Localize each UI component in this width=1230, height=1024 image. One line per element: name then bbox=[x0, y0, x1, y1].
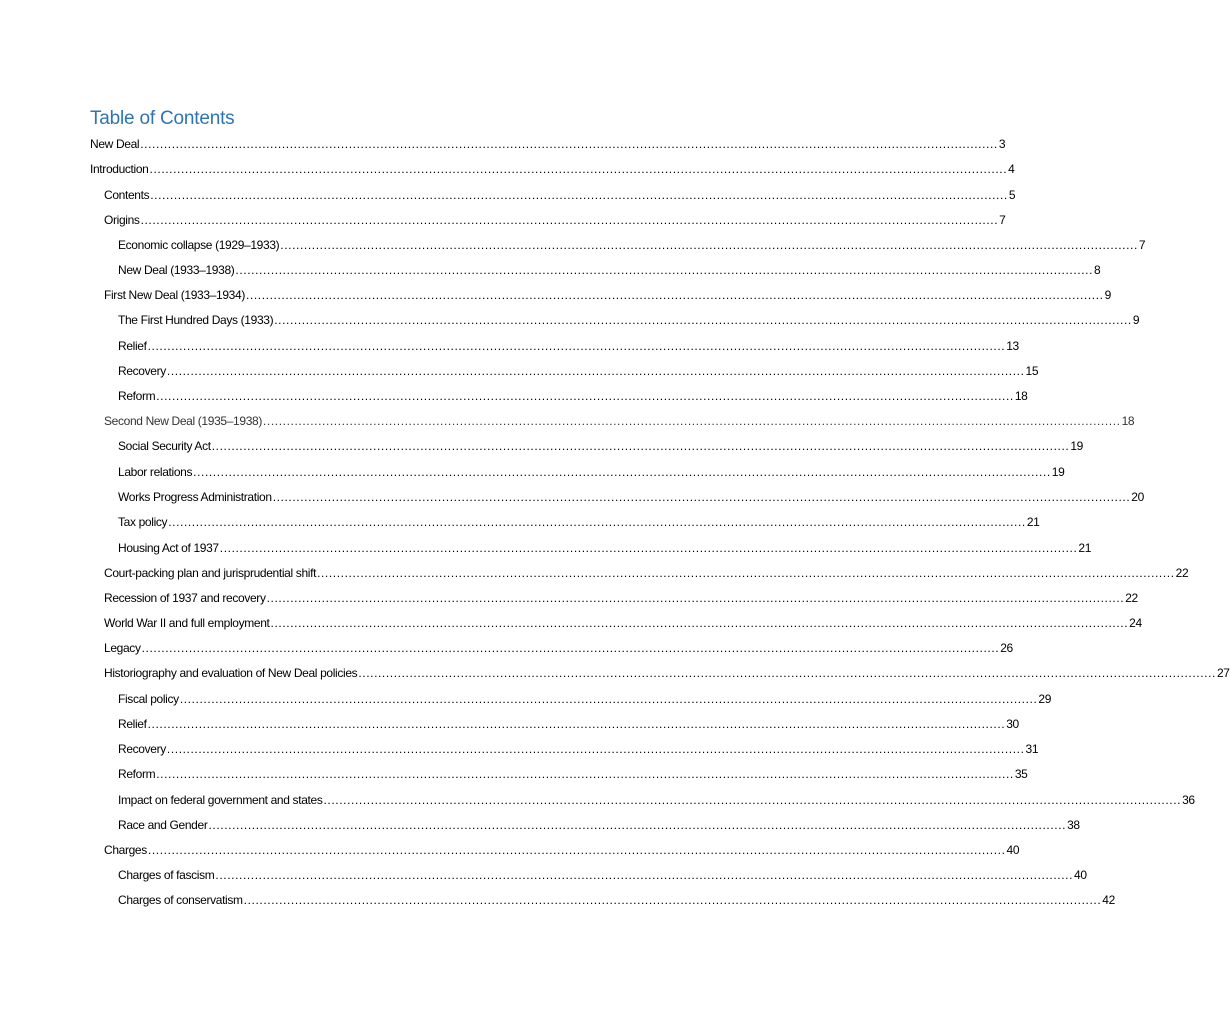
toc-page-number: 22 bbox=[1175, 566, 1189, 580]
toc-entry-label: Historiography and evaluation of New Deal policies bbox=[104, 666, 358, 680]
toc-entry-relief-2[interactable] bbox=[118, 715, 1019, 733]
toc-page-number: 7 bbox=[1138, 238, 1146, 252]
toc-entry-charges-of-fascism[interactable] bbox=[118, 866, 1087, 884]
toc-page-number: 20 bbox=[1131, 490, 1144, 504]
toc-dot-leader: .......................................................................................................................................................................................................................... bbox=[150, 188, 1008, 202]
toc-dot-leader: .......................................................................................................................................................................................................................... bbox=[141, 641, 1000, 655]
toc-entry-impact-federal-government[interactable] bbox=[118, 791, 1195, 809]
toc-entry-label: Relief bbox=[118, 339, 147, 353]
toc-dot-leader: .......................................................................................................................................................................................................................... bbox=[168, 515, 1026, 529]
toc-entry-recovery-2[interactable] bbox=[118, 740, 1039, 758]
toc-entry-label: Labor relations bbox=[118, 465, 193, 479]
toc-entry-reform-2[interactable] bbox=[118, 765, 1028, 783]
toc-entry-label: Housing Act of 1937 bbox=[118, 541, 219, 555]
toc-entry-label: New Deal bbox=[90, 137, 140, 151]
toc-dot-leader: .......................................................................................................................................................................................................................... bbox=[245, 288, 1104, 302]
toc-entry-recession-1937[interactable] bbox=[104, 589, 1138, 607]
toc-entry-label: First New Deal (1933–1934) bbox=[104, 288, 245, 302]
toc-entry-label: Second New Deal (1935–1938) bbox=[104, 414, 262, 428]
toc-page-number: 9 bbox=[1104, 288, 1111, 302]
toc-dot-leader: .......................................................................................................................................................................................................................... bbox=[140, 213, 999, 227]
toc-entry-social-security-act[interactable] bbox=[118, 437, 1083, 455]
toc-entry-label: World War II and full employment bbox=[104, 616, 270, 630]
toc-entry-label: Social Security Act bbox=[118, 439, 211, 453]
toc-dot-leader: .......................................................................................................................................................................................................................... bbox=[272, 490, 1131, 504]
toc-entry-label: Impact on federal government and states bbox=[118, 793, 323, 807]
toc-dot-leader: .......................................................................................................................................................................................................................... bbox=[215, 868, 1074, 882]
toc-entry-label: Charges bbox=[104, 843, 147, 857]
toc-page-number: 4 bbox=[1008, 162, 1015, 176]
toc-page-number: 21 bbox=[1026, 515, 1040, 529]
toc-dot-leader: .......................................................................................................................................................................................................................... bbox=[147, 717, 1006, 731]
toc-entry-historiography[interactable] bbox=[104, 664, 1230, 682]
toc-entry-reform[interactable] bbox=[118, 387, 1028, 405]
toc-dot-leader: .......................................................................................................................................................................................................................... bbox=[280, 238, 1138, 252]
toc-entry-tax-policy[interactable] bbox=[118, 513, 1040, 531]
toc-dot-leader: .......................................................................................................................................................................................................................... bbox=[211, 439, 1070, 453]
toc-page-number: 15 bbox=[1025, 364, 1039, 378]
toc-page-number: 3 bbox=[998, 137, 1006, 151]
toc-entry-label: Tax policy bbox=[118, 515, 168, 529]
toc-dot-leader: .......................................................................................................................................................................................................................... bbox=[166, 364, 1025, 378]
toc-dot-leader: .......................................................................................................................................................................................................................... bbox=[140, 137, 998, 151]
toc-page-number: 24 bbox=[1129, 616, 1142, 630]
toc-entry-label: Recovery bbox=[118, 742, 166, 756]
toc-page-number: 7 bbox=[999, 213, 1006, 227]
toc-dot-leader: .......................................................................................................................................................................................................................... bbox=[219, 541, 1078, 555]
toc-entry-legacy[interactable] bbox=[104, 639, 1013, 657]
toc-entry-label: Fiscal policy bbox=[118, 692, 179, 706]
toc-page-number: 30 bbox=[1006, 717, 1019, 731]
toc-dot-leader: .......................................................................................................................................................................................................................... bbox=[317, 566, 1175, 580]
toc-entry-works-progress-administration[interactable] bbox=[118, 488, 1144, 506]
toc-page-number: 22 bbox=[1125, 591, 1138, 605]
toc-entry-label: New Deal (1933–1938) bbox=[118, 263, 235, 277]
toc-dot-leader: .......................................................................................................................................................................................................................... bbox=[208, 818, 1067, 832]
toc-dot-leader: .......................................................................................................................................................................................................................... bbox=[270, 616, 1129, 630]
toc-entry-origins[interactable] bbox=[104, 211, 1006, 229]
toc-entry-label: Works Progress Administration bbox=[118, 490, 272, 504]
toc-entry-introduction[interactable] bbox=[90, 160, 1015, 178]
toc-dot-leader: .......................................................................................................................................................................................................................... bbox=[147, 339, 1006, 353]
toc-entry-label: Contents bbox=[104, 188, 150, 202]
toc-entry-first-hundred-days[interactable] bbox=[118, 311, 1140, 329]
toc-page-number: 42 bbox=[1102, 893, 1115, 907]
toc-page-number: 21 bbox=[1078, 541, 1092, 555]
toc-page-number: 40 bbox=[1074, 868, 1087, 882]
toc-page-number: 40 bbox=[1006, 843, 1020, 857]
toc-entry-relief[interactable] bbox=[118, 337, 1019, 355]
toc-entry-label: Race and Gender bbox=[118, 818, 208, 832]
toc-entry-economic-collapse[interactable] bbox=[118, 236, 1146, 254]
toc-page-number: 18 bbox=[1121, 414, 1135, 428]
toc-page-number: 13 bbox=[1006, 339, 1019, 353]
toc-dot-leader: .......................................................................................................................................................................................................................... bbox=[266, 591, 1125, 605]
toc-page-number: 5 bbox=[1008, 188, 1016, 202]
toc-entry-new-deal-1933-1938[interactable] bbox=[118, 261, 1101, 279]
toc-dot-leader: .......................................................................................................................................................................................................................... bbox=[149, 162, 1008, 176]
toc-entry-recovery[interactable] bbox=[118, 362, 1039, 380]
toc-page-number: 27 bbox=[1216, 666, 1230, 680]
toc-entry-label: Recession of 1937 and recovery bbox=[104, 591, 266, 605]
toc-entry-charges[interactable] bbox=[104, 841, 1020, 859]
toc-entry-world-war-ii[interactable] bbox=[104, 614, 1142, 632]
toc-dot-leader: .......................................................................................................................................................................................................................... bbox=[243, 893, 1102, 907]
toc-page-number: 31 bbox=[1025, 742, 1039, 756]
toc-entry-housing-act-1937[interactable] bbox=[118, 539, 1092, 557]
toc-entry-label: Economic collapse (1929–1933) bbox=[118, 238, 280, 252]
toc-dot-leader: .......................................................................................................................................................................................................................... bbox=[323, 793, 1182, 807]
toc-dot-leader: .......................................................................................................................................................................................................................... bbox=[235, 263, 1094, 277]
toc-page-number: 36 bbox=[1182, 793, 1195, 807]
toc-entry-label: Reform bbox=[118, 389, 156, 403]
toc-entry-second-new-deal[interactable] bbox=[104, 412, 1135, 430]
toc-page-number: 8 bbox=[1094, 263, 1101, 277]
toc-dot-leader: .......................................................................................................................................................................................................................... bbox=[274, 313, 1132, 327]
toc-entry-label: Reform bbox=[118, 767, 156, 781]
toc-page-number: 9 bbox=[1132, 313, 1140, 327]
toc-entry-label: Relief bbox=[118, 717, 147, 731]
toc-entry-new-deal[interactable] bbox=[90, 135, 1006, 153]
toc-entry-labor-relations[interactable] bbox=[118, 463, 1065, 481]
toc-page-number: 19 bbox=[1070, 439, 1083, 453]
toc-page-number: 18 bbox=[1014, 389, 1028, 403]
toc-entry-label: Recovery bbox=[118, 364, 166, 378]
toc-entry-race-and-gender[interactable] bbox=[118, 816, 1080, 834]
toc-entry-label: Introduction bbox=[90, 162, 149, 176]
toc-entry-label: Charges of conservatism bbox=[118, 893, 243, 907]
toc-page-number: 38 bbox=[1067, 818, 1080, 832]
toc-entry-label: The First Hundred Days (1933) bbox=[118, 313, 274, 327]
toc-dot-leader: .......................................................................................................................................................................................................................... bbox=[263, 414, 1121, 428]
toc-title: Table of Contents bbox=[90, 108, 235, 129]
toc-entry-fiscal-policy[interactable] bbox=[118, 690, 1052, 708]
toc-dot-leader: .......................................................................................................................................................................................................................... bbox=[166, 742, 1025, 756]
toc-dot-leader: .......................................................................................................................................................................................................................... bbox=[156, 767, 1014, 781]
toc-dot-leader: .......................................................................................................................................................................................................................... bbox=[147, 843, 1006, 857]
toc-page-number: 35 bbox=[1014, 767, 1028, 781]
toc-entry-label: Court-packing plan and jurisprudential shift bbox=[104, 566, 317, 580]
toc-dot-leader: .......................................................................................................................................................................................................................... bbox=[193, 465, 1051, 479]
toc-dot-leader: .......................................................................................................................................................................................................................... bbox=[156, 389, 1014, 403]
toc-dot-leader: .......................................................................................................................................................................................................................... bbox=[179, 692, 1038, 706]
toc-entry-label: Origins bbox=[104, 213, 140, 227]
toc-entry-court-packing-plan[interactable] bbox=[104, 564, 1189, 582]
toc-entry-label: Charges of fascism bbox=[118, 868, 215, 882]
toc-page-number: 19 bbox=[1051, 465, 1065, 479]
toc-entry-contents[interactable] bbox=[104, 186, 1016, 204]
toc-entry-label: Legacy bbox=[104, 641, 141, 655]
toc-dot-leader: .......................................................................................................................................................................................................................... bbox=[358, 666, 1216, 680]
toc-page-number: 29 bbox=[1038, 692, 1052, 706]
toc-page-number: 26 bbox=[1000, 641, 1013, 655]
toc-entry-charges-of-conservatism[interactable] bbox=[118, 891, 1115, 909]
toc-entry-first-new-deal[interactable] bbox=[104, 286, 1111, 304]
